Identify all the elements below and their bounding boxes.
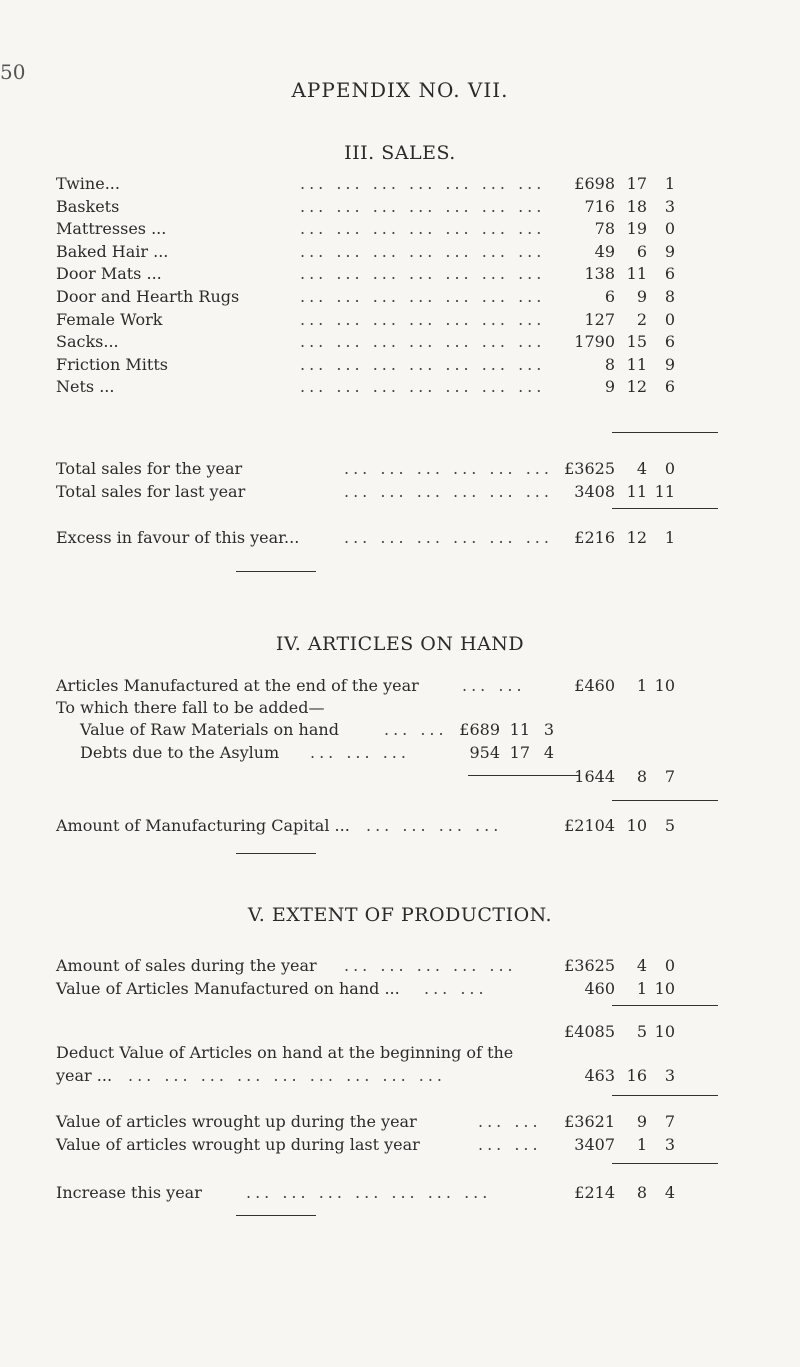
sales-item-label: Friction Mitts — [56, 355, 168, 374]
leader-dots: ... ... ... ... ... ... ... — [300, 287, 546, 306]
increase-rule — [612, 1163, 718, 1164]
leader-dots: ... ... ... ... ... ... ... ... ... — [128, 1066, 447, 1085]
increase-label: Increase this year — [56, 1183, 202, 1202]
sales-item-label: Twine... — [56, 174, 120, 193]
capital-amount: £2104 10 5 — [564, 816, 675, 835]
leader-dots: ... ... ... ... — [366, 816, 503, 835]
sales-item-amount: 127 2 0 — [584, 310, 675, 329]
sales-amount-label: Amount of sales during the year — [56, 956, 317, 975]
manufactured-value-amount: 460 1 10 — [584, 979, 675, 998]
wrought-last-year-amount: 3407 1 3 — [574, 1135, 675, 1154]
wrought-this-year-label: Value of articles wrought up during the year — [56, 1112, 417, 1131]
leader-dots: ... ... ... ... ... ... ... — [300, 242, 546, 261]
leader-dots: ... ... ... ... ... ... — [344, 482, 553, 501]
leader-dots: ... ... ... ... ... ... ... — [300, 174, 546, 193]
sales-item-label: Sacks... — [56, 332, 119, 351]
sales-item-amount: 716 18 3 — [584, 197, 675, 216]
leader-dots: ... ... — [462, 676, 526, 695]
leader-dots: ... ... ... — [310, 743, 410, 762]
leader-dots: ... ... ... ... ... ... — [344, 528, 553, 547]
sales-item-amount: 49 6 9 — [594, 242, 675, 261]
wrought-this-year-amount: £3621 9 7 — [564, 1112, 675, 1131]
manufactured-value-label: Value of Articles Manufactured on hand ... — [56, 979, 400, 998]
capital-label: Amount of Manufacturing Capital ... — [56, 816, 350, 835]
increase-amount: £214 8 4 — [574, 1183, 675, 1202]
excess-amount: £216 12 1 — [574, 528, 675, 547]
sales-item-amount: £698 17 1 — [574, 174, 675, 193]
section-divider — [236, 571, 316, 572]
sales-item-label: Female Work — [56, 310, 163, 329]
sales-item-amount: 78 19 0 — [594, 219, 675, 238]
leader-dots: ... ... ... ... ... ... ... — [300, 264, 546, 283]
leader-dots: ... ... ... ... ... ... ... — [300, 197, 546, 216]
excess-rule — [612, 508, 718, 509]
leader-dots: ... ... — [478, 1135, 542, 1154]
last-year-sales-label: Total sales for last year — [56, 482, 246, 501]
sales-item-label: Baked Hair ... — [56, 242, 169, 261]
sales-item-label: Door Mats ... — [56, 264, 162, 283]
wrought-last-year-label: Value of articles wrought up during last year — [56, 1135, 420, 1154]
leader-dots: ... ... ... ... ... ... ... — [300, 310, 546, 329]
production-sum-amount: £4085 5 10 — [564, 1022, 675, 1041]
sales-item-amount: 8 11 9 — [604, 355, 675, 374]
deduct-amount: 463 16 3 — [584, 1066, 675, 1085]
raw-materials-amount: £689 11 3 — [459, 720, 554, 739]
sales-section-title: III. SALES. — [344, 142, 456, 164]
excess-label: Excess in favour of this year... — [56, 528, 300, 547]
sales-item-amount: 138 11 6 — [584, 264, 675, 283]
section-divider — [236, 853, 316, 854]
manufactured-articles-amount: £460 1 10 — [574, 676, 675, 695]
leader-dots: ... ... ... ... ... ... ... — [300, 355, 546, 374]
raw-materials-label: Value of Raw Materials on hand — [80, 720, 339, 739]
running-head: APPENDIX NO. VII. — [291, 78, 509, 102]
sales-item-amount: 1790 15 6 — [574, 332, 675, 351]
debts-label: Debts due to the Asylum — [80, 743, 280, 762]
added-label: To which there fall to be added— — [56, 698, 325, 717]
total-sales-label: Total sales for the year — [56, 459, 243, 478]
capital-rule — [612, 800, 718, 801]
leader-dots: ... ... — [384, 720, 448, 739]
sales-item-amount: 9 12 6 — [604, 377, 675, 396]
page-number: 50 — [0, 60, 26, 84]
leader-dots: ... ... ... ... ... — [344, 956, 517, 975]
sales-amount-value: £3625 4 0 — [564, 956, 675, 975]
articles-subtotal-amount: 1644 8 7 — [574, 767, 675, 786]
wrought-rule — [612, 1095, 718, 1096]
deduct-label-line1: Deduct Value of Articles on hand at the beginning of the — [56, 1043, 514, 1062]
sales-item-label: Door and Hearth Rugs — [56, 287, 240, 306]
articles-section-title: IV. ARTICLES ON HAND — [275, 633, 525, 655]
leader-dots: ... ... — [424, 979, 488, 998]
production-section-title: V. EXTENT OF PRODUCTION. — [247, 904, 553, 926]
sales-item-amount: 6 9 8 — [604, 287, 675, 306]
leader-dots: ... ... — [478, 1112, 542, 1131]
leader-dots: ... ... ... ... ... ... — [344, 459, 553, 478]
debts-amount: 954 17 4 — [469, 743, 554, 762]
sales-total-rule — [612, 432, 718, 433]
leader-dots: ... ... ... ... ... ... ... — [300, 219, 546, 238]
deduct-label-line2: year ... — [56, 1066, 113, 1085]
sum-rule — [612, 1005, 718, 1006]
sales-item-label: Baskets — [56, 197, 120, 216]
leader-dots: ... ... ... ... ... ... ... — [300, 332, 546, 351]
manufactured-articles-label: Articles Manufactured at the end of the year — [56, 676, 419, 695]
sales-item-label: Mattresses ... — [56, 219, 167, 238]
last-year-sales-amount: 3408 11 11 — [574, 482, 675, 501]
leader-dots: ... ... ... ... ... ... ... — [300, 377, 546, 396]
leader-dots: ... ... ... ... ... ... ... — [246, 1183, 492, 1202]
section-divider — [236, 1215, 316, 1216]
total-sales-amount: £3625 4 0 — [564, 459, 675, 478]
sales-item-label: Nets ... — [56, 377, 115, 396]
